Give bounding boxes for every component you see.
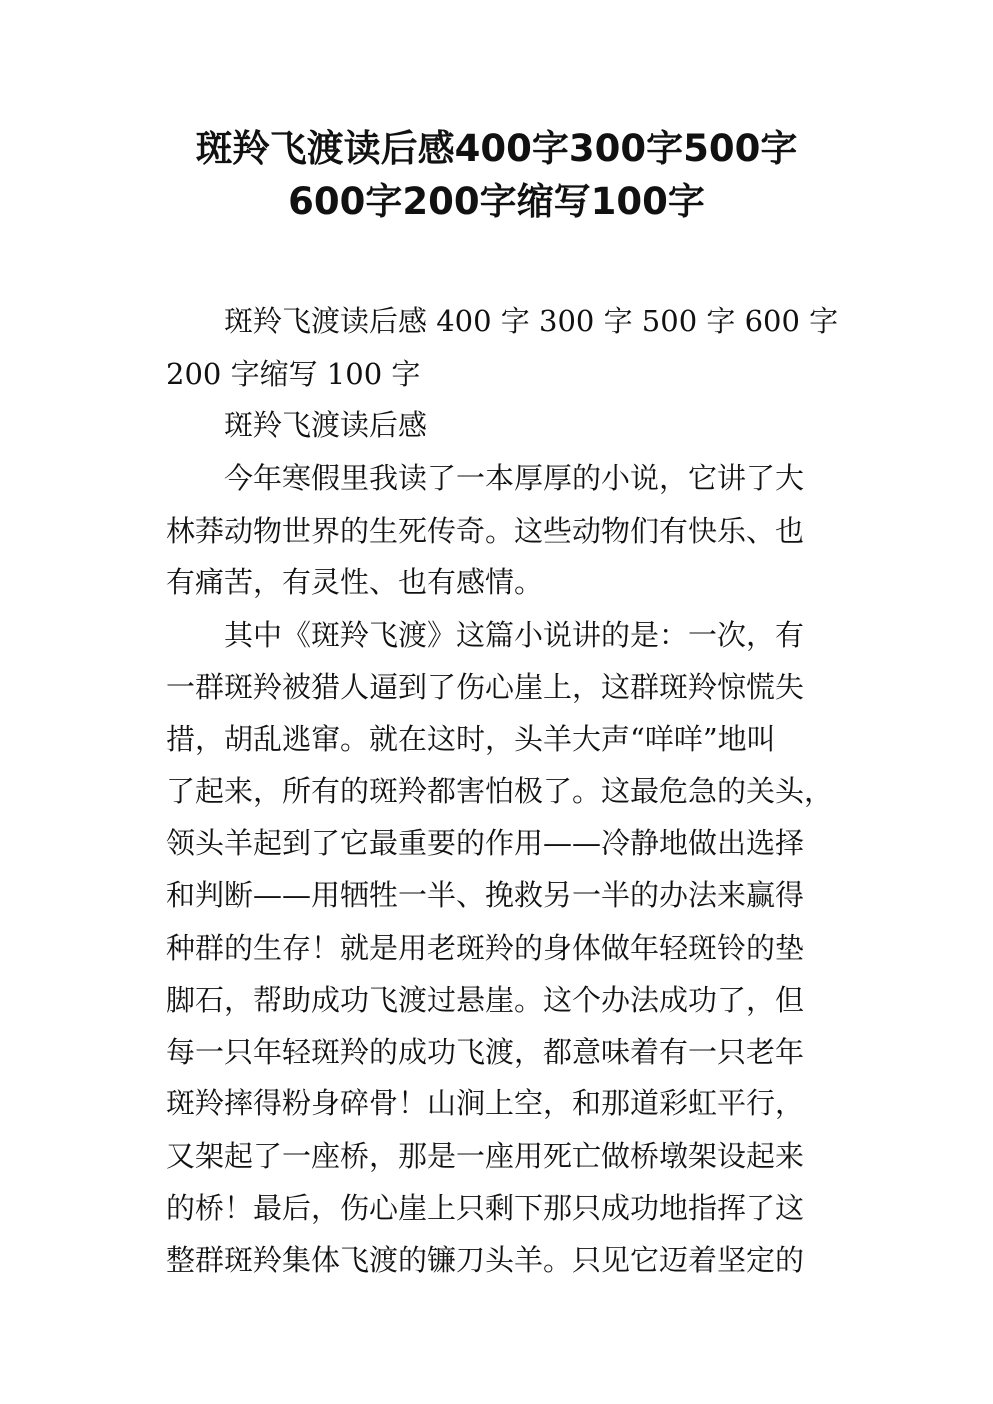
body-line-16: 斑羚摔得粉身碎骨！山涧上空，和那道彩虹平行， [166,1086,805,1120]
body-line-1: 斑羚飞渡读后感 400 字 300 字 500 字 600 字 [224,304,839,338]
body-line-2: 200 字缩写 100 字 [166,357,421,391]
body-line-18: 的桥！最后，伤心崖上只剩下那只成功地指挥了这 [166,1191,805,1225]
body-line-19: 整群斑羚集体飞渡的镰刀头羊。只见它迈着坚定的 [166,1243,805,1277]
body-line-12: 和判断——用牺牲一半、挽救另一半的办法来赢得 [166,878,805,912]
document-title-line-1: 斑羚飞渡读后感400字300字500字 [195,127,798,170]
body-line-3: 斑羚飞渡读后感 [224,408,428,442]
body-line-14: 脚石，帮助成功飞渡过悬崖。这个办法成功了，但 [166,983,805,1017]
body-line-9: 措，胡乱逃窜。就在这时，头羊大声“咩咩”地叫 [166,722,776,756]
body-line-15: 每一只年轻斑羚的成功飞渡，都意味着有一只老年 [166,1035,805,1069]
body-line-17: 又架起了一座桥，那是一座用死亡做桥墩架设起来 [166,1139,805,1173]
body-line-8: 一群斑羚被猎人逼到了伤心崖上，这群斑羚惊慌失 [166,670,805,704]
body-line-6: 有痛苦，有灵性、也有感情。 [166,565,544,599]
body-line-11: 领头羊起到了它最重要的作用——冷静地做出选择 [166,826,805,860]
body-line-10: 了起来，所有的斑羚都害怕极了。这最危急的关头， [166,774,834,808]
body-line-5: 林莽动物世界的生死传奇。这些动物们有快乐、也 [166,514,805,548]
body-line-7: 其中《斑羚飞渡》这篇小说讲的是：一次，有 [224,618,805,652]
document-title-line-2: 600字200字缩写100字 [288,180,705,223]
body-line-4: 今年寒假里我读了一本厚厚的小说，它讲了大 [224,461,805,495]
body-line-13: 种群的生存！就是用老斑羚的身体做年轻斑铃的垫 [166,931,805,965]
